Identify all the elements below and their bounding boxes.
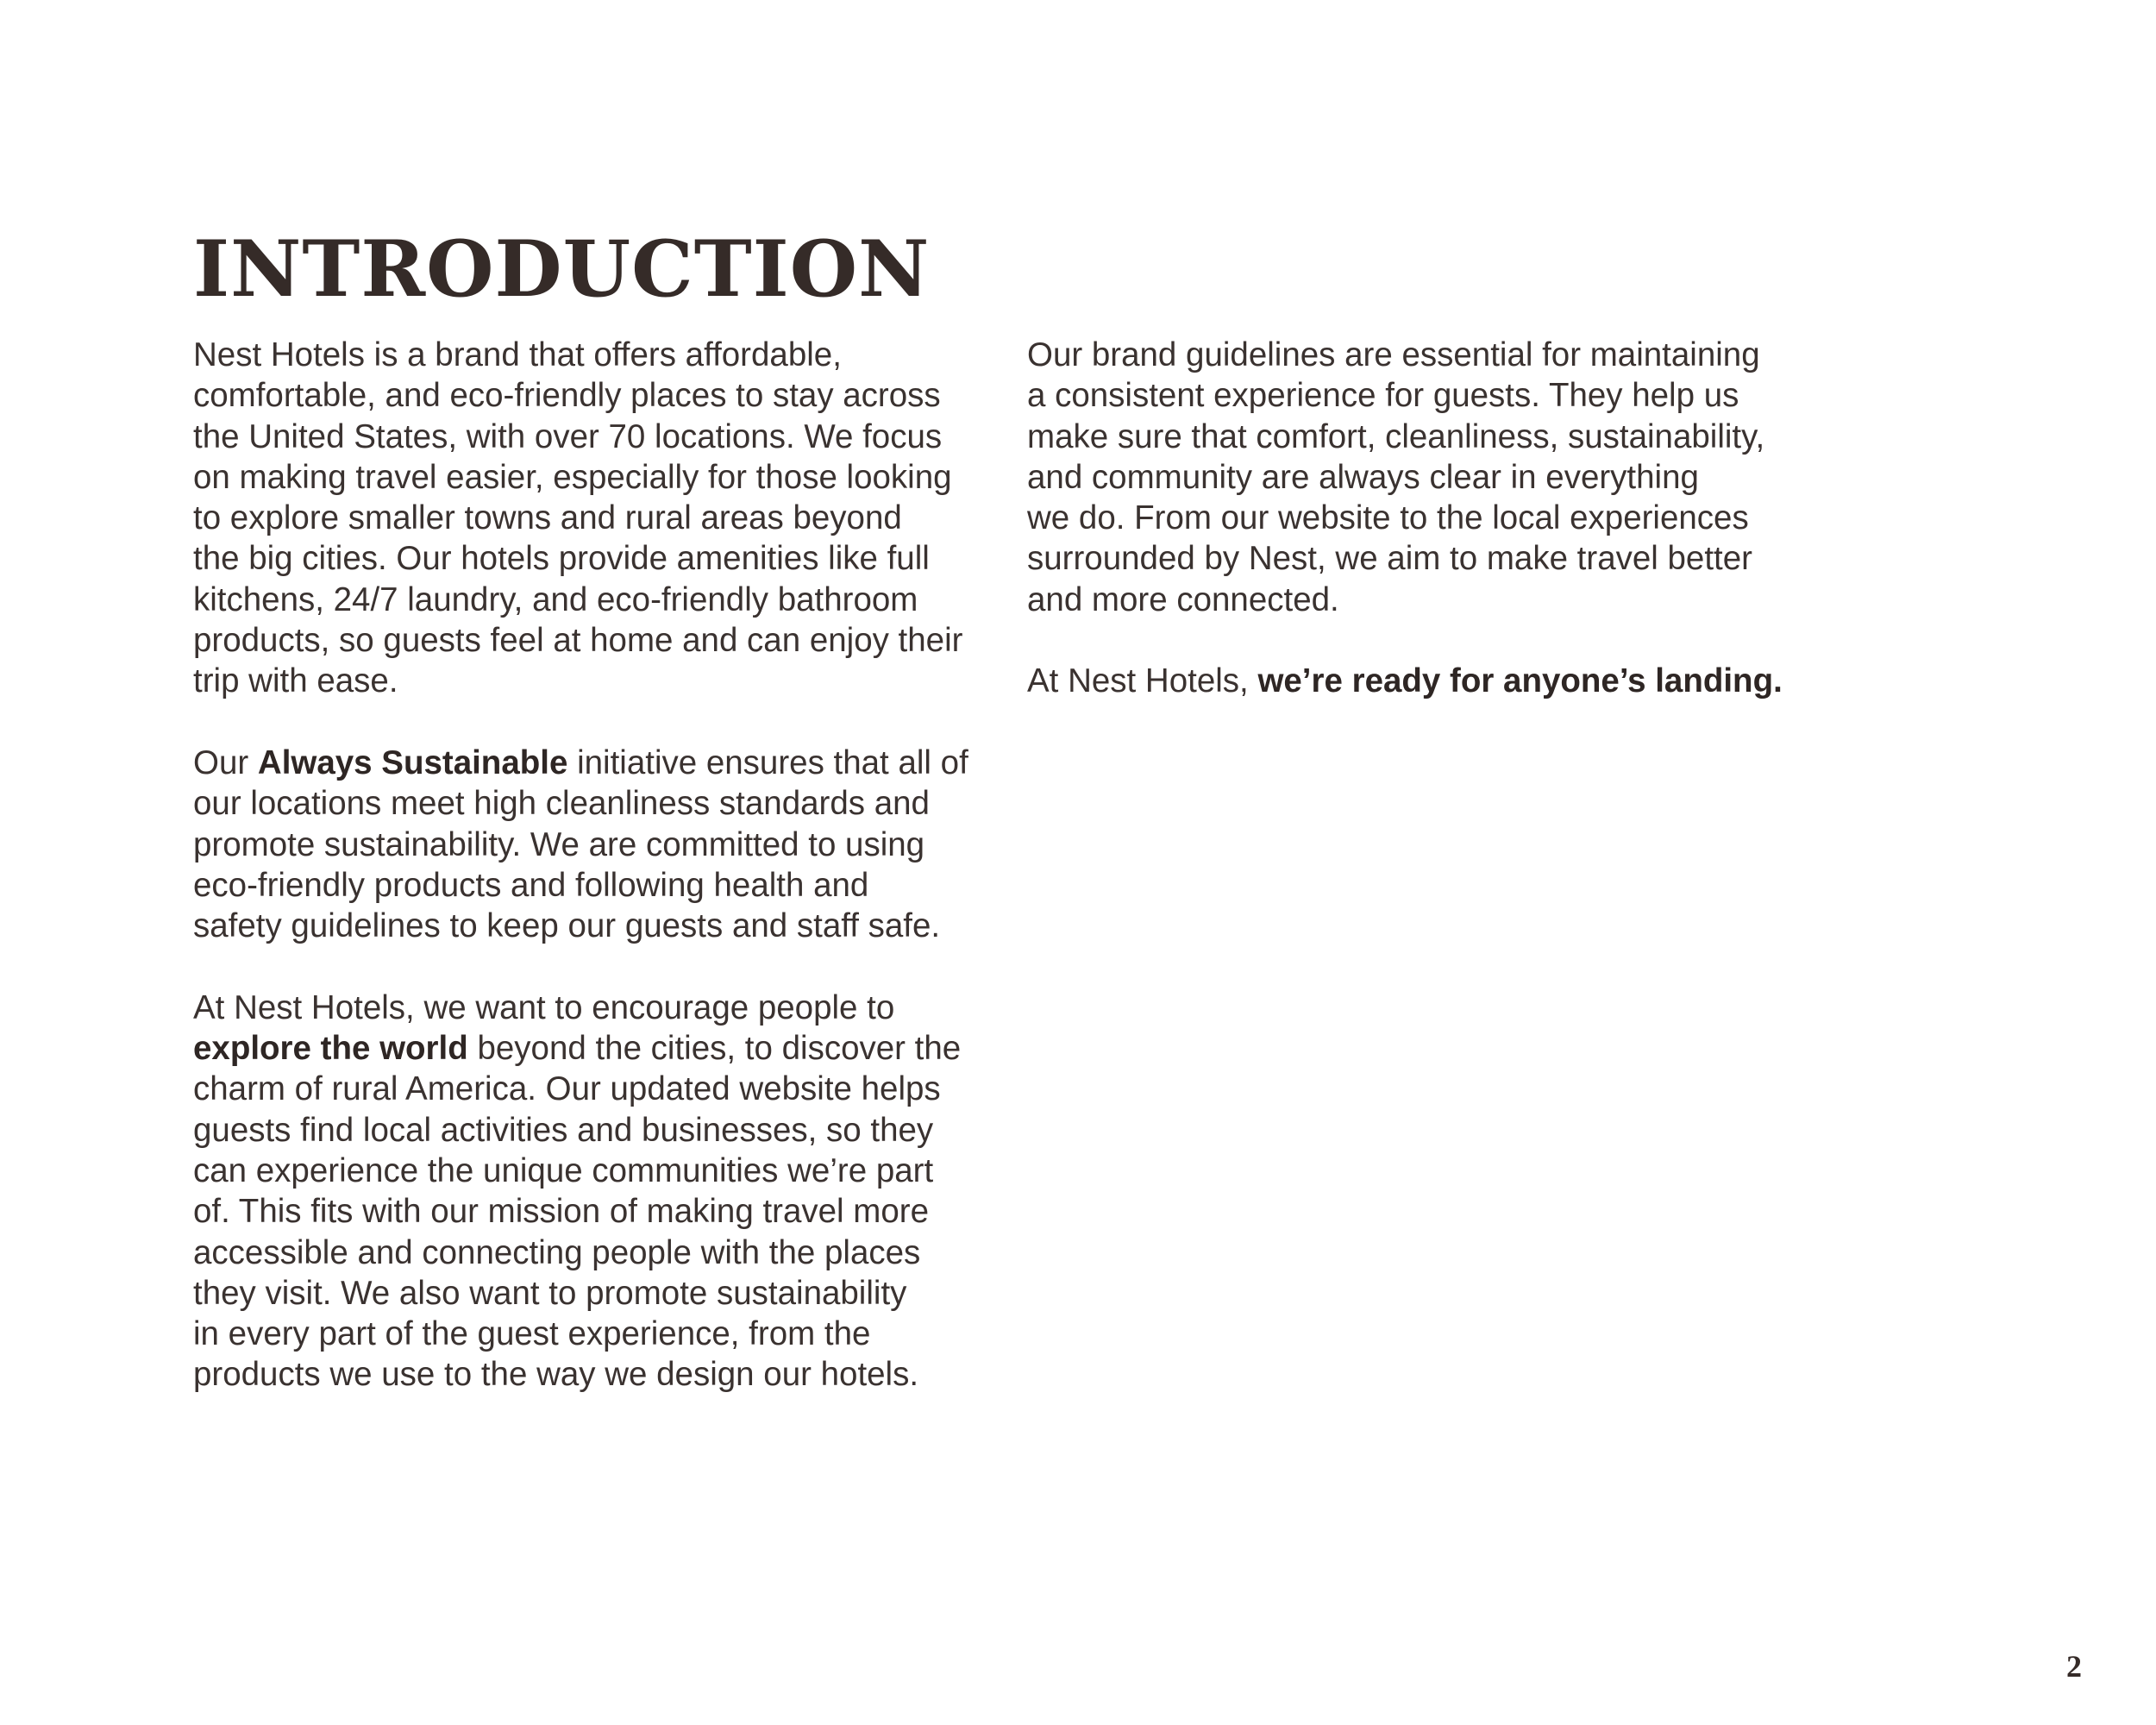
text-line: in every part of the guest experience, from the <box>193 1315 871 1353</box>
text-fragment: Our <box>193 743 258 781</box>
text-line: and more connected. <box>1027 580 1339 618</box>
text-line: trip with ease. <box>193 662 398 700</box>
text-line: Our brand guidelines are essential for maintaining <box>1027 336 1760 373</box>
text-line: charm of rural America. Our updated website helps <box>193 1070 941 1108</box>
text-line: promote sustainability. We are committed to using <box>193 825 925 863</box>
text-line: make sure that comfort, cleanliness, sustainability, <box>1027 417 1765 455</box>
right-column <box>1027 335 1803 743</box>
text-line: At Nest Hotels, we want to encourage people to <box>193 988 895 1026</box>
intro-paragraph <box>193 335 969 702</box>
left-column <box>193 335 969 1436</box>
text-line: guests find local activities and businesses, so they <box>193 1111 934 1149</box>
tagline-emphasis: we’re ready for anyone’s landing. <box>1257 662 1783 700</box>
text-line: Nest Hotels is a brand that offers affordable, <box>193 336 842 373</box>
text-line: can experience the unique communities we’re part <box>193 1151 934 1189</box>
text-line: safety guidelines to keep our guests and staff safe. <box>193 907 941 945</box>
text-line: the big cities. Our hotels provide amenities like full <box>193 540 930 578</box>
text-line: they visit. We also want to promote sustainability <box>193 1274 907 1312</box>
text-line: the United States, with over 70 locations. We focus <box>193 417 943 455</box>
text-line: of. This fits with our mission of making travel more <box>193 1193 929 1231</box>
text-line: accessible and connecting people with the places <box>193 1233 921 1271</box>
tagline-paragraph <box>1027 661 1803 701</box>
text-line: products we use to the way we design our hotels. <box>193 1356 919 1394</box>
text-fragment: At Nest Hotels, <box>1027 662 1258 700</box>
page-number: 2 <box>2066 1649 2082 1684</box>
text-line: eco-friendly products and following health and <box>193 866 869 904</box>
always-sustainable-emphasis: Always Sustainable <box>257 743 568 781</box>
text-fragment: initiative ensures that all of <box>567 743 968 781</box>
text-line <box>193 743 969 783</box>
text-line: kitchens, 24/7 laundry, and eco-friendly bathroom <box>193 580 918 618</box>
text-fragment: beyond the cities, to discover the <box>467 1030 962 1068</box>
text-line: and community are always clear in everything <box>1027 458 1699 496</box>
text-line <box>193 1028 969 1069</box>
text-line: our locations meet high cleanliness standards and <box>193 785 930 823</box>
text-line: products, so guests feel at home and can enjoy their <box>193 622 963 660</box>
page-title: INTRODUCTION <box>193 223 931 315</box>
text-line: we do. From our website to the local experiences <box>1027 499 1749 537</box>
explore-the-world-emphasis: explore the world <box>193 1030 468 1068</box>
text-line: on making travel easier, especially for those looking <box>193 458 952 496</box>
text-line: to explore smaller towns and rural areas beyond <box>193 499 902 537</box>
explore-paragraph <box>193 988 969 1396</box>
guidelines-paragraph <box>1027 335 1803 620</box>
sustainability-paragraph <box>193 743 969 946</box>
text-line: comfortable, and eco-friendly places to stay across <box>193 377 941 415</box>
text-line: a consistent experience for guests. They help us <box>1027 377 1739 415</box>
text-line: surrounded by Nest, we aim to make travel better <box>1027 540 1752 578</box>
text-line <box>1027 661 1803 701</box>
